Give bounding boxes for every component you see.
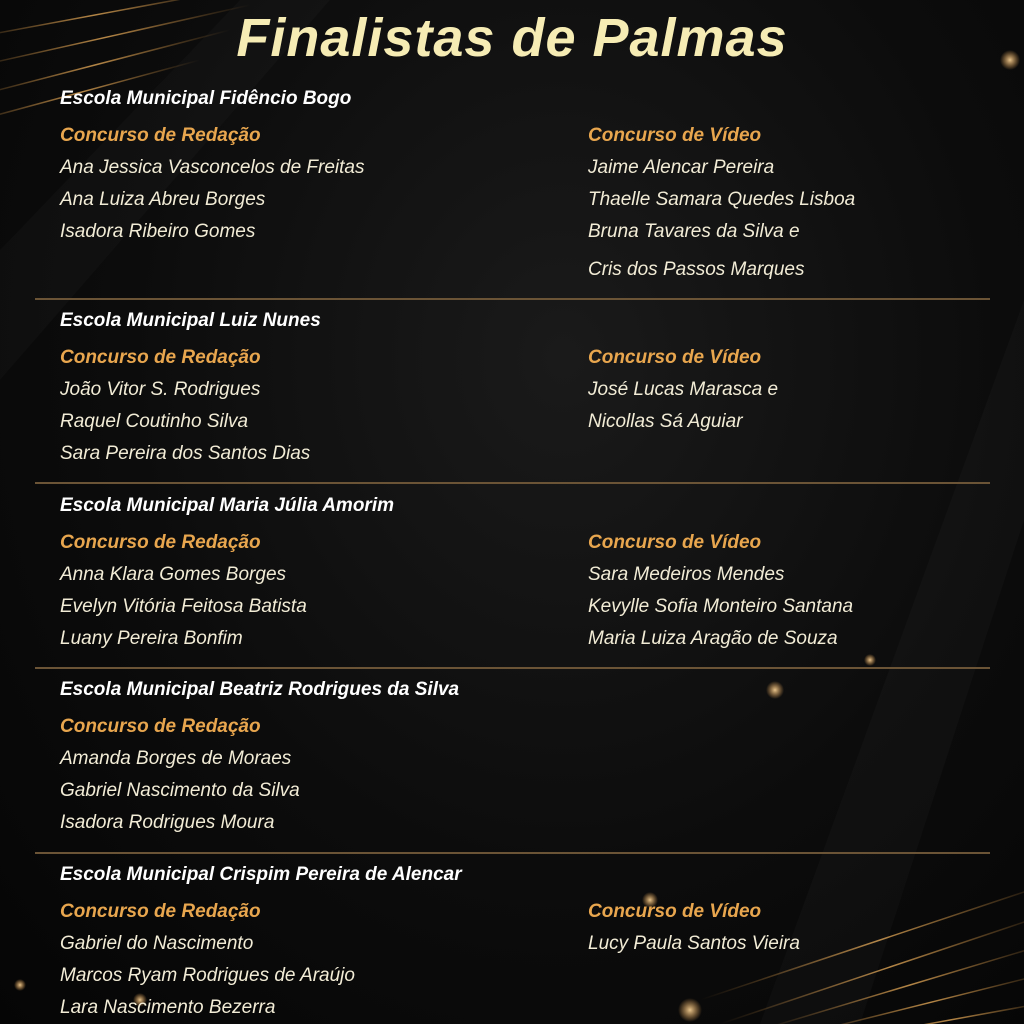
finalist-name: Cris dos Passos Marques: [588, 259, 805, 280]
finalist-name: Ana Jessica Vasconcelos de Freitas: [60, 157, 365, 178]
section-divider: [35, 482, 990, 484]
page-title: Finalistas de Palmas: [236, 8, 788, 68]
finalist-name: Isadora Ribeiro Gomes: [60, 221, 256, 242]
finalist-name: Marcos Ryam Rodrigues de Araújo: [60, 965, 355, 986]
finalist-name: Anna Klara Gomes Borges: [60, 564, 287, 585]
finalist-name: Ana Luiza Abreu Borges: [60, 189, 266, 210]
finalist-name: Bruna Tavares da Silva e: [588, 221, 800, 242]
finalist-name: Maria Luiza Aragão de Souza: [588, 628, 838, 649]
school-name: Escola Municipal Beatriz Rodrigues da Silva: [60, 679, 460, 700]
finalist-name: Kevylle Sofia Monteiro Santana: [588, 596, 854, 617]
finalist-name: Luany Pereira Bonfim: [60, 628, 243, 649]
writing-contest-label: Concurso de Redação: [60, 716, 261, 737]
finalist-name: Lucy Paula Santos Vieira: [588, 933, 800, 954]
writing-contest-column: [60, 120, 365, 248]
video-contest-label: Concurso de Vídeo: [588, 901, 762, 922]
section-divider: [35, 667, 990, 669]
finalist-name: Gabriel Nascimento da Silva: [60, 780, 300, 801]
section-divider: [35, 852, 990, 854]
school-name: Escola Municipal Maria Júlia Amorim: [60, 495, 395, 516]
writing-contest-label: Concurso de Redação: [60, 532, 261, 553]
section-divider: [35, 298, 990, 300]
writing-contest-column: [60, 896, 355, 1024]
finalist-name: Nicollas Sá Aguiar: [588, 411, 743, 432]
video-contest-label: Concurso de Vídeo: [588, 532, 762, 553]
finalist-name: Sara Pereira dos Santos Dias: [60, 443, 311, 464]
writing-contest-column: [60, 342, 310, 470]
writing-contest-column: [60, 711, 300, 839]
video-contest-column: [588, 342, 778, 438]
finalist-name: Evelyn Vitória Feitosa Batista: [60, 596, 307, 617]
school-name: Escola Municipal Crispim Pereira de Alencar: [60, 864, 462, 885]
finalist-name: Thaelle Samara Quedes Lisboa: [588, 189, 856, 210]
finalist-name: Raquel Coutinho Silva: [60, 411, 249, 432]
finalist-name: Amanda Borges de Moraes: [60, 748, 292, 769]
writing-contest-label: Concurso de Redação: [60, 125, 261, 146]
video-contest-label: Concurso de Vídeo: [588, 125, 762, 146]
video-contest-column: [588, 120, 855, 286]
finalist-name: Isadora Rodrigues Moura: [60, 812, 275, 833]
school-name: Escola Municipal Fidêncio Bogo: [60, 88, 352, 109]
writing-contest-column: [60, 527, 307, 655]
finalist-name: José Lucas Marasca e: [588, 379, 779, 400]
finalist-name: Jaime Alencar Pereira: [588, 157, 775, 178]
school-name: Escola Municipal Luiz Nunes: [60, 310, 321, 331]
finalist-name: Gabriel do Nascimento: [60, 933, 254, 954]
video-contest-column: [588, 896, 800, 960]
finalist-name: Lara Nascimento Bezerra: [60, 997, 276, 1018]
finalist-name: João Vitor S. Rodrigues: [60, 379, 261, 400]
finalist-name: Sara Medeiros Mendes: [588, 564, 785, 585]
video-contest-label: Concurso de Vídeo: [588, 347, 762, 368]
video-contest-column: [588, 527, 853, 655]
writing-contest-label: Concurso de Redação: [60, 347, 261, 368]
writing-contest-label: Concurso de Redação: [60, 901, 261, 922]
